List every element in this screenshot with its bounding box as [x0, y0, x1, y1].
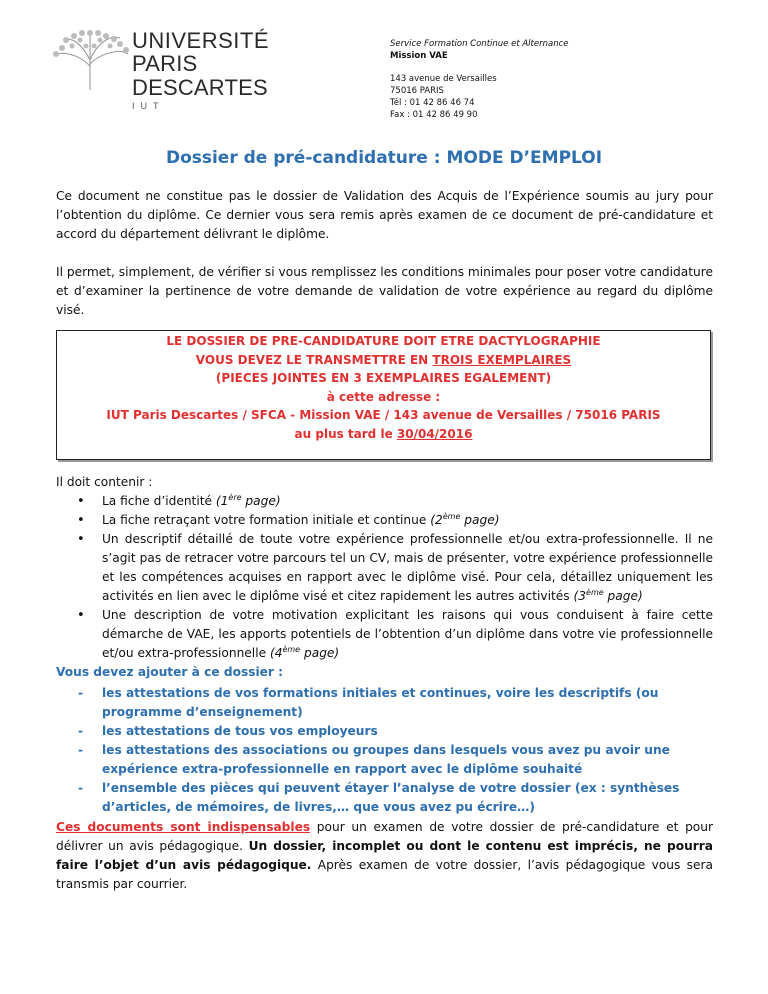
additions-title: Vous devez ajouter à ce dossier :	[56, 665, 284, 679]
indispensable-note: Ces documents sont indispensables	[56, 820, 311, 834]
list-item: • Une description de votre motivation explicitant les raisons qui vous conduisent à faire cette démarche de VAE, les apports potentiels de l’obtention d’un diplôme dans votre vie professionnelle et/ou extra-professionnelle (4ème page)	[56, 606, 713, 663]
instructions-box	[56, 330, 711, 460]
warning-bold: Un dossier, incomplet ou dont le contenu est imprécis, ne pourra faire l’objet d’un avis pédagogique.	[56, 839, 714, 872]
contents-intro: Il doit contenir :	[56, 475, 153, 489]
list-item: • La fiche retraçant votre formation initiale et continue (2ème page)	[56, 511, 713, 530]
intro-paragraph-1: Ce document ne constitue pas le dossier de Validation des Acquis de l’Expérience soumis au jury pour l’obtention du diplôme. Ce dernier vous sera remis après examen de ce document de pré-candidature et accord du département délivrant le diplôme.	[56, 189, 713, 241]
box-underlined-copies: TROIS EXEMPLAIRES	[432, 352, 572, 367]
additions-list	[56, 684, 713, 817]
logo-line-paris-descartes: PARIS DESCARTES	[132, 51, 268, 100]
list-item: - les attestations de tous vos employeurs	[56, 722, 713, 741]
box-line-6: au plus tard le 30/04/2016	[294, 426, 473, 441]
logo-line-universite: UNIVERSITÉ	[132, 28, 270, 53]
list-item: • Un descriptif détaillé de toute votre expérience professionnelle et/ou extra-professionnelle. Il ne s’agit pas de retracer votre parcours tel un CV, mais de présenter, votre expérience professionnelle et les compétences acquises en rapport avec le diplôme visé. Pour cela, détaillez uniquement les activités en lien avec le diplôme visé et citez rapidement les autres activités (3ème page)	[56, 530, 713, 606]
university-logo	[50, 28, 310, 111]
box-line-3: (PIECES JOINTES EN 3 EXEMPLAIRES EGALEMENT)	[215, 371, 552, 386]
fax-line: Fax : 01 42 86 49 90	[390, 110, 478, 120]
service-name: Service Formation Continue et Alternance	[390, 39, 569, 49]
list-item: • La fiche d’identité (1ère page)	[56, 492, 713, 511]
box-line-2: VOUS DEVEZ LE TRANSMETTRE EN TROIS EXEMPLAIRES	[195, 352, 572, 367]
tree-icon	[50, 30, 132, 92]
box-line-4: à cette adresse :	[326, 389, 441, 404]
logo-line-iut: IUT	[132, 101, 165, 111]
final-paragraph: Ces documents sont indispensables pour un examen de votre dossier de pré-candidature et pour délivrer un avis pédagogique. Un dossier, incomplet ou dont le contenu est imprécis, ne pourra faire l’objet d’un avis pédagogique. Après examen de votre dossier, l’avis pédagogique vous sera transmis par courrier.	[56, 820, 714, 891]
box-line-1: LE DOSSIER DE PRE-CANDIDATURE DOIT ETRE DACTYLOGRAPHIE	[166, 334, 601, 348]
mission-name: Mission VAE	[390, 51, 448, 61]
contents-list	[56, 492, 713, 663]
phone-line: Tél : 01 42 86 46 74	[390, 98, 475, 108]
list-item: - l’ensemble des pièces qui peuvent étayer l’analyse de votre dossier (ex : synthèses d’articles, de mémoires, de livres,… que vous avez pu écrire…)	[56, 779, 713, 817]
page-title: Dossier de pré-candidature : MODE D’EMPLOI	[165, 148, 603, 168]
intro-paragraph-2: Il permet, simplement, de vérifier si vous remplissez les conditions minimales pour poser votre candidature et d’examiner la pertinence de votre demande de validation de votre expérience au regard du diplôme visé.	[56, 265, 713, 317]
header-contact-block	[390, 38, 568, 121]
box-deadline-date: 30/04/2016	[396, 426, 473, 441]
city-line: 75016 PARIS	[390, 86, 444, 96]
address-line: 143 avenue de Versailles	[390, 74, 497, 84]
list-item: - les attestations des associations ou groupes dans lesquels vous avez pu avoir une expérience extra-professionnelle en rapport avec le diplôme souhaité	[56, 741, 713, 779]
box-line-5: IUT Paris Descartes / SFCA - Mission VAE / 143 avenue de Versailles / 75016 PARIS	[106, 408, 661, 423]
list-item: - les attestations de vos formations initiales et continues, voire les descriptifs (ou programme d’enseignement)	[56, 684, 713, 722]
